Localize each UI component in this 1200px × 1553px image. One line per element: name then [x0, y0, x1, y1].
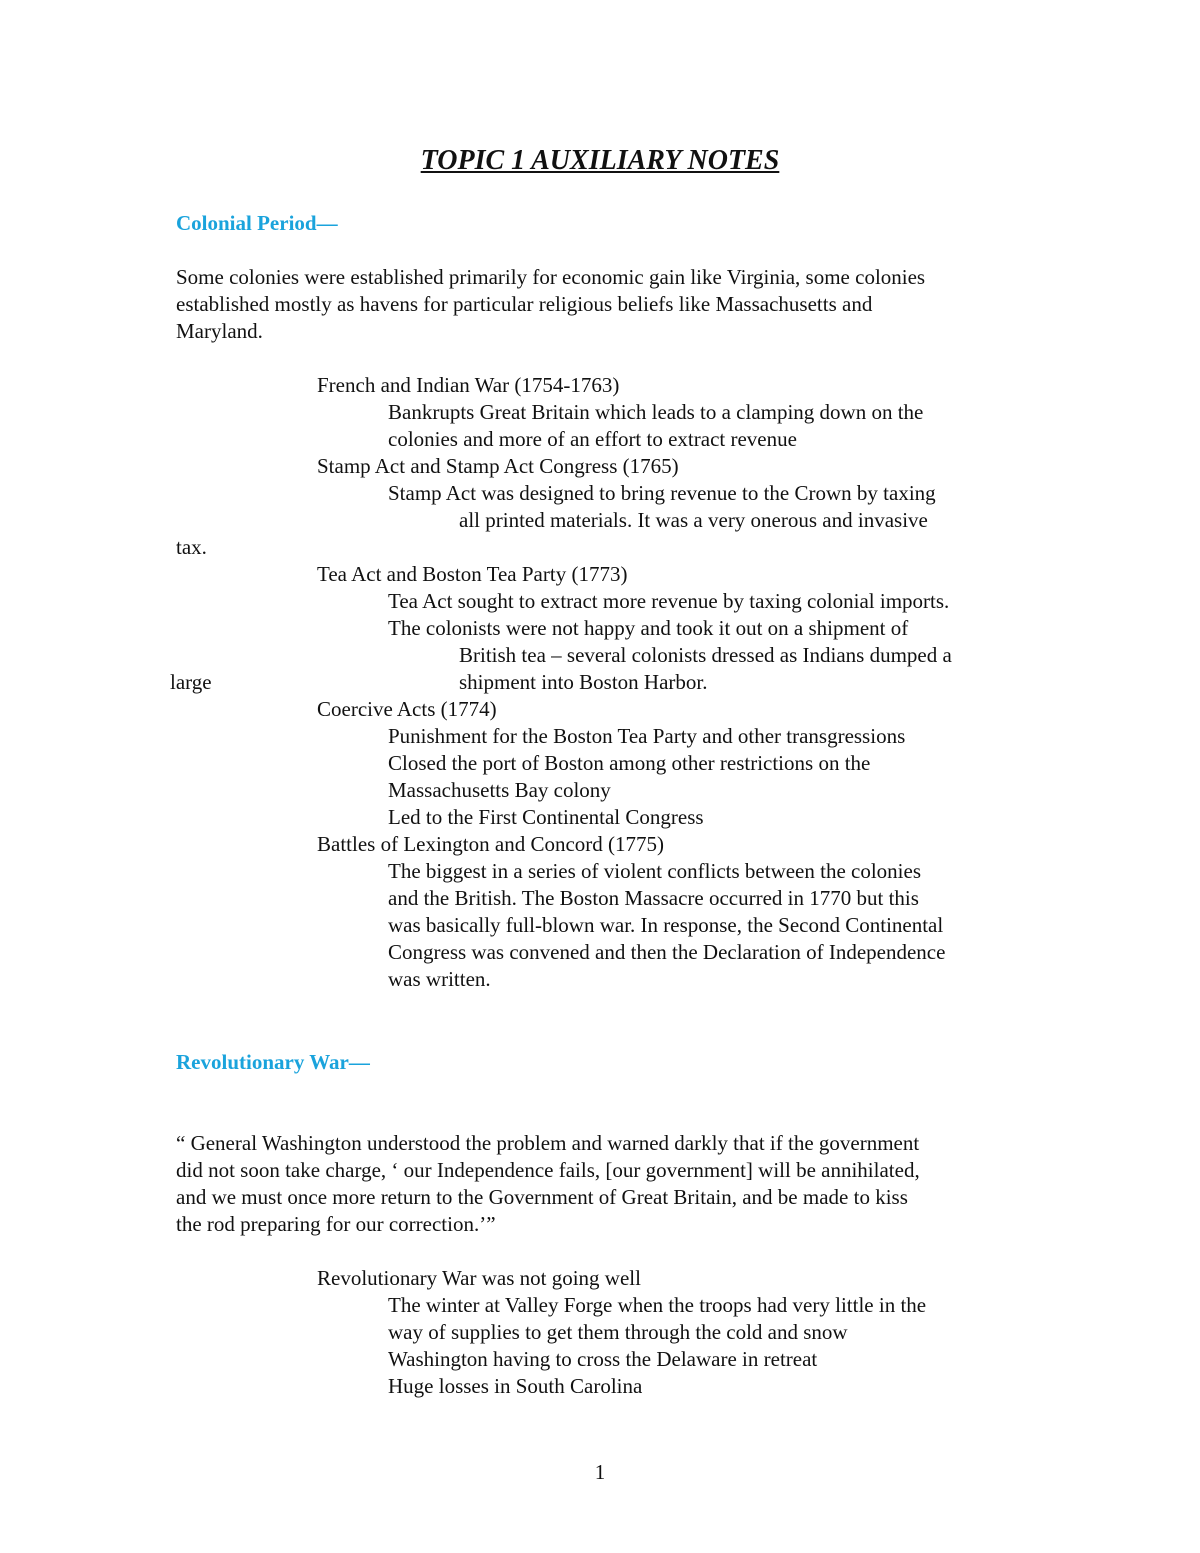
quote-line: and we must once more return to the Government of Great Britain, and be made to kiss	[176, 1185, 908, 1209]
outline-heading-stamp-act: Stamp Act and Stamp Act Congress (1765)	[317, 454, 679, 478]
page-title: TOPIC 1 AUXILIARY NOTES	[420, 145, 780, 176]
outline-item: shipment into Boston Harbor.	[459, 670, 708, 694]
outline-heading-not-going-well: Revolutionary War was not going well	[317, 1266, 641, 1290]
outline-item: Stamp Act was designed to bring revenue to the Crown by taxing	[388, 481, 936, 505]
quote-line: the rod preparing for our correction.’”	[176, 1212, 496, 1236]
section-heading-revolutionary-war: Revolutionary War—	[176, 1050, 370, 1074]
outline-item: Punishment for the Boston Tea Party and other transgressions	[388, 724, 906, 748]
outline-heading-coercive-acts: Coercive Acts (1774)	[317, 697, 497, 721]
outline-item: large	[170, 670, 212, 694]
page-number: 1	[594, 1460, 606, 1484]
quote-line: “ General Washington understood the problem and warned darkly that if the government	[176, 1131, 920, 1155]
outline-item: Bankrupts Great Britain which leads to a clamping down on the	[388, 400, 924, 424]
outline-item: colonies and more of an effort to extract revenue	[388, 427, 797, 451]
outline-item: Closed the port of Boston among other restrictions on the	[388, 751, 871, 775]
outline-item: was written.	[388, 967, 491, 991]
outline-item: all printed materials. It was a very onerous and invasive	[459, 508, 928, 532]
outline-item: was basically full-blown war. In response, the Second Continental	[388, 913, 944, 937]
outline-item: Congress was convened and then the Declaration of Independence	[388, 940, 946, 964]
outline-item: way of supplies to get them through the cold and snow	[388, 1320, 848, 1344]
outline-item: Tea Act sought to extract more revenue by taxing colonial imports.	[388, 589, 950, 613]
outline-item: Massachusetts Bay colony	[388, 778, 611, 802]
outline-heading-lexington-concord: Battles of Lexington and Concord (1775)	[317, 832, 665, 856]
outline-item: tax.	[176, 535, 207, 559]
outline-item: Huge losses in South Carolina	[388, 1374, 643, 1398]
outline-item: British tea – several colonists dressed as Indians dumped a	[459, 643, 952, 667]
outline-heading-french-indian-war: French and Indian War (1754-1763)	[317, 373, 620, 397]
section-heading-colonial-period: Colonial Period—	[176, 211, 338, 235]
outline-heading-tea-act: Tea Act and Boston Tea Party (1773)	[317, 562, 628, 586]
paragraph-line: Maryland.	[176, 319, 263, 343]
outline-item: The biggest in a series of violent conflicts between the colonies	[388, 859, 922, 883]
quote-line: did not soon take charge, ‘ our Independence fails, [our government] will be annihilated,	[176, 1158, 920, 1182]
outline-item: The winter at Valley Forge when the troops had very little in the	[388, 1293, 927, 1317]
outline-item: Led to the First Continental Congress	[388, 805, 704, 829]
outline-item: The colonists were not happy and took it out on a shipment of	[388, 616, 909, 640]
paragraph-line: established mostly as havens for particular religious beliefs like Massachusetts and	[176, 292, 873, 316]
outline-item: and the British. The Boston Massacre occurred in 1770 but this	[388, 886, 919, 910]
paragraph-line: Some colonies were established primarily for economic gain like Virginia, some colonies	[176, 265, 926, 289]
outline-item: Washington having to cross the Delaware in retreat	[388, 1347, 818, 1371]
